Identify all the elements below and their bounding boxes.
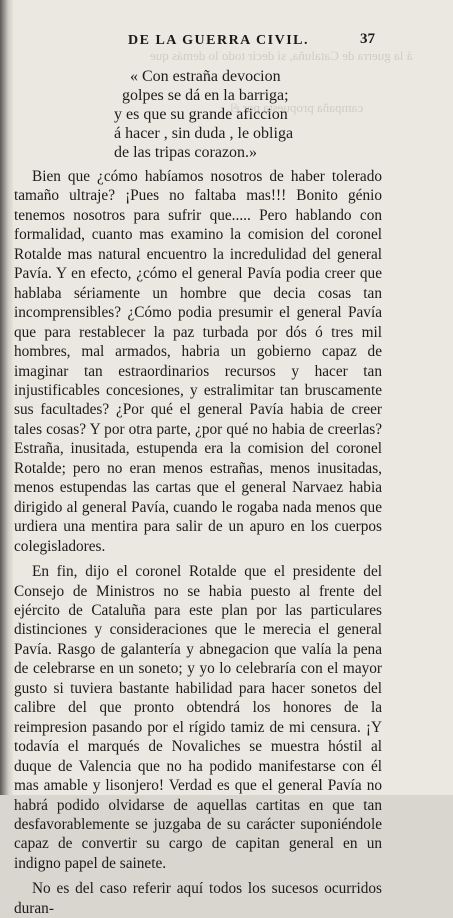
show-through-text: á la guerra de Cataluña, sí decir todo lo demás que [150,48,413,63]
verse-line: á hacer , sin duda , le obliga [114,125,294,142]
page-number: 37 [360,31,375,47]
verse-line: « Con estraña devocion [130,68,281,85]
show-through-text: campaña propuesta por él [230,100,364,115]
verse-line: de las tripas corazon.» [114,144,258,161]
verse-quote [104,67,293,162]
page-gutter-shadow [0,0,14,795]
paragraph: No es del caso referir aquí todos los sucesos ocurridos duran- [14,880,382,917]
paragraph: Bien que ¿cómo habíamos nosotros de haber tolerado tamaño ultraje? ¡Pues no faltaba mas!!! Bonito génio tenemos nosotros para sufrir que..... Pero hablando con formalidad, cuanto mas examino la comision del coronel Rotalde mas natural encuentro la incredulidad del general Pavía. Y en efecto, ¿cómo el general Pavía podia creer que hablaba sériamente un hombre que decia cosas tan incomprensibles? ¿Cómo podia presumir el general Pavía que para restablecer la paz turbada por dós ó tres mil hombres, mal armados, habria un gobierno capaz de imaginar tan estraordinarios recursos y hacer tan injustificables concesiones, y estralimitar tan bruscamente sus facultades? ¿Por qué el general Pavía habia de creer tales cosas? Y por otra parte, ¿por qué no habia de creerlas? Estraña, inusitada, estupenda era la comision del coronel Rotalde; pero no eran menos estrañas, menos inusitadas, menos estupendas las cartas que el general Narvaez habia dirigido al general Pavía, cuando le rogaba nada menos que urdiera una mentira para salir de un apuro en los cuerpos colegisladores. [14,168,382,555]
verse-line: y es que su grande aficcion [114,106,288,123]
paragraph: En fin, dijo el coronel Rotalde que el presidente del Consejo de Ministros no se habia puesto al frente del ejército de Cataluña para este plan por las particulares distinciones y consideraciones que le merecia el general Pavía. Rasgo de galantería y abnegacion que valía la pena de celebrarse en un soneto; y yo lo celebraría con el mayor gusto si tuviera bastante habilidad para hacer sonetos del calibre del que pronto obtendrá los honores de la reimpresion pasando por el rígido tamiz de mi censura. ¡Y todavía el marqués de Novaliches se muestra hóstil al duque de Valencia que no ha podido manifestarse con él mas amable y lisonjero! Verdad es que el general Pavía no habrá podido olvidarse de aquellas cartitas en que tan desfavorablemente se juzgaba de su carácter suponiéndole capaz de convertir su cargo de capitan general en un indigno papel de sainete. [14,563,382,872]
verse-line: golpes se dá en la barriga; [122,87,289,104]
running-header: DE LA GUERRA CIVIL. [128,33,309,48]
body-text [14,167,382,918]
